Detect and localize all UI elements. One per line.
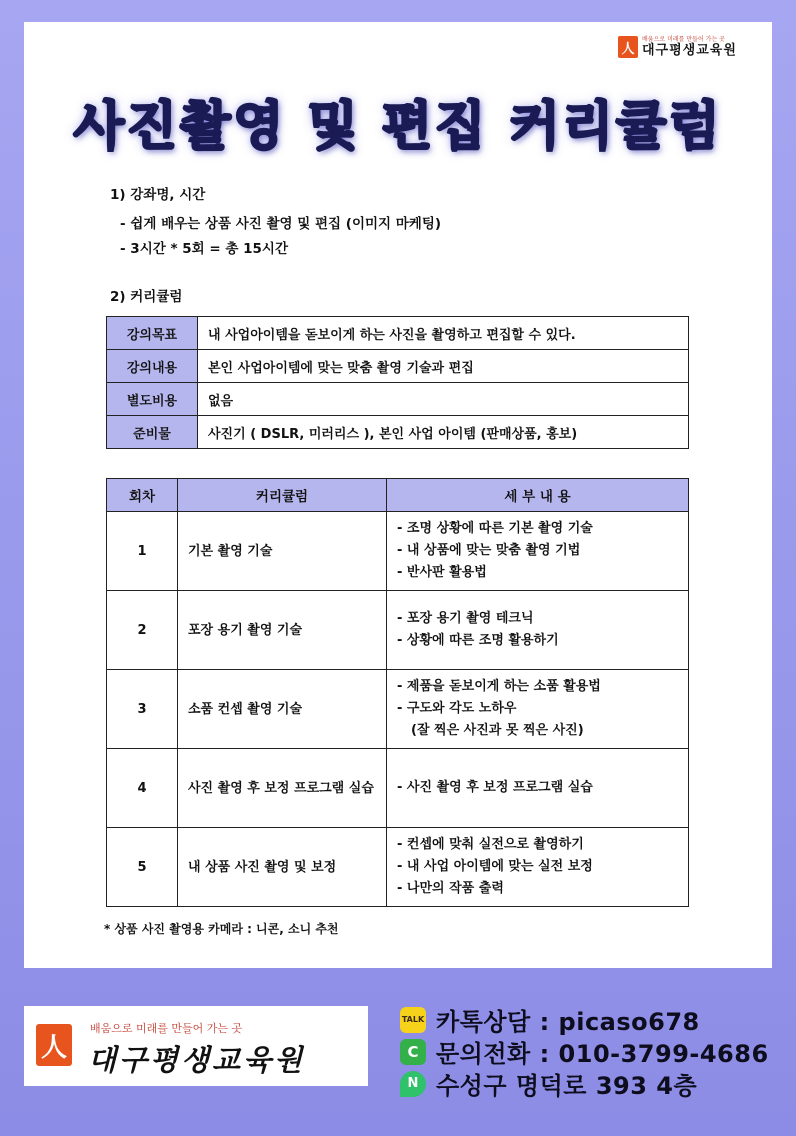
section1-heading: 1) 강좌명, 시간 <box>110 187 206 203</box>
session-name: 내 상품 사진 촬영 및 보정 <box>178 828 387 907</box>
map-pin-icon: N <box>400 1071 426 1097</box>
contact-phone[interactable] <box>400 1034 769 1069</box>
table-row <box>107 383 689 416</box>
session-number: 1 <box>107 512 178 591</box>
detail-line: - 구도와 각도 노하우 <box>397 701 517 716</box>
table-row <box>107 416 689 449</box>
session-name: 소품 컨셉 촬영 기술 <box>178 670 387 749</box>
detail-line: - 컨셉에 맞춰 실전으로 촬영하기 <box>397 837 584 852</box>
detail-line: - 제품을 돋보이게 하는 소품 활용법 <box>397 679 601 694</box>
column-header: 회차 <box>107 479 178 512</box>
phone-icon: C <box>400 1039 426 1065</box>
camera-note: * 상품 사진 촬영용 카메라 : 니콘, 소니 추천 <box>104 922 339 936</box>
detail-line: - 포장 용기 촬영 테크닉 <box>397 611 534 626</box>
table-row <box>107 828 689 907</box>
session-number: 5 <box>107 828 178 907</box>
session-details <box>387 749 689 828</box>
info-value: 내 사업아이템을 돋보이게 하는 사진을 촬영하고 편집할 수 있다. <box>198 317 689 350</box>
footer-logo <box>24 1006 368 1086</box>
session-name: 사진 촬영 후 보정 프로그램 실습 <box>178 749 387 828</box>
session-details <box>387 512 689 591</box>
curriculum-table <box>106 478 689 907</box>
table-row <box>107 350 689 383</box>
info-label: 강의내용 <box>107 350 198 383</box>
detail-line: - 나만의 작품 출력 <box>397 881 504 896</box>
contact-text: 수성구 명덕로 393 4층 <box>436 1072 698 1100</box>
course-info-table <box>106 316 689 449</box>
table-row <box>107 591 689 670</box>
detail-line: - 반사판 활용법 <box>397 565 487 580</box>
info-value: 없음 <box>198 383 689 416</box>
logo-mark-icon: 人 <box>36 1024 72 1066</box>
table-row <box>107 670 689 749</box>
detail-line: - 사진 촬영 후 보정 프로그램 실습 <box>397 780 593 795</box>
table-row <box>107 749 689 828</box>
detail-line: - 조명 상황에 따른 기본 촬영 기술 <box>397 521 593 536</box>
section2-heading: 2) 커리큘럼 <box>110 289 183 305</box>
session-details <box>387 591 689 670</box>
session-details <box>387 670 689 749</box>
page-title: 사진촬영 및 편집 커리큘럼 <box>73 97 723 157</box>
contact-text: 카톡상담 : picaso678 <box>436 1008 700 1036</box>
info-label: 강의목표 <box>107 317 198 350</box>
session-name: 포장 용기 촬영 기술 <box>178 591 387 670</box>
header-logo <box>618 36 737 58</box>
detail-line: - 내 상품에 맞는 맞춤 촬영 기법 <box>397 543 581 558</box>
section1-line: - 쉽게 배우는 상품 사진 촬영 및 편집 (이미지 마케팅) <box>120 216 442 232</box>
logo-mark-icon: 人 <box>618 36 638 58</box>
contact-address[interactable] <box>400 1066 697 1101</box>
kakaotalk-icon: TALK <box>400 1007 426 1033</box>
table-row <box>107 317 689 350</box>
logo-name: 대구평생교육원 <box>642 43 737 58</box>
session-number: 4 <box>107 749 178 828</box>
info-value: 사진기 ( DSLR, 미러리스 ), 본인 사업 아이템 (판매상품, 홍보) <box>198 416 689 449</box>
column-header: 세 부 내 용 <box>387 479 689 512</box>
logo-tagline: 배움으로 미래를 만들어 가는 곳 <box>642 36 725 43</box>
section1-line: - 3시간 * 5회 = 총 15시간 <box>120 241 288 257</box>
info-value: 본인 사업아이템에 맞는 맞춤 촬영 기술과 편집 <box>198 350 689 383</box>
info-label: 별도비용 <box>107 383 198 416</box>
session-number: 3 <box>107 670 178 749</box>
contact-kakao[interactable] <box>400 1002 700 1037</box>
contact-text: 문의전화 : 010-3799-4686 <box>436 1040 769 1068</box>
logo-name: 대구평생교육원 <box>88 1043 306 1077</box>
column-header: 커리큘럼 <box>178 479 387 512</box>
session-name: 기본 촬영 기술 <box>178 512 387 591</box>
detail-line: (잘 찍은 사진과 못 찍은 사진) <box>411 723 584 738</box>
content-page <box>24 22 772 968</box>
detail-line: - 내 사업 아이템에 맞는 실전 보정 <box>397 859 593 874</box>
logo-tagline: 배움으로 미래를 만들어 가는 곳 <box>90 1022 243 1035</box>
table-header-row <box>107 479 689 512</box>
info-label: 준비물 <box>107 416 198 449</box>
table-row <box>107 512 689 591</box>
detail-line: - 상황에 따른 조명 활용하기 <box>397 633 559 648</box>
session-number: 2 <box>107 591 178 670</box>
session-details <box>387 828 689 907</box>
